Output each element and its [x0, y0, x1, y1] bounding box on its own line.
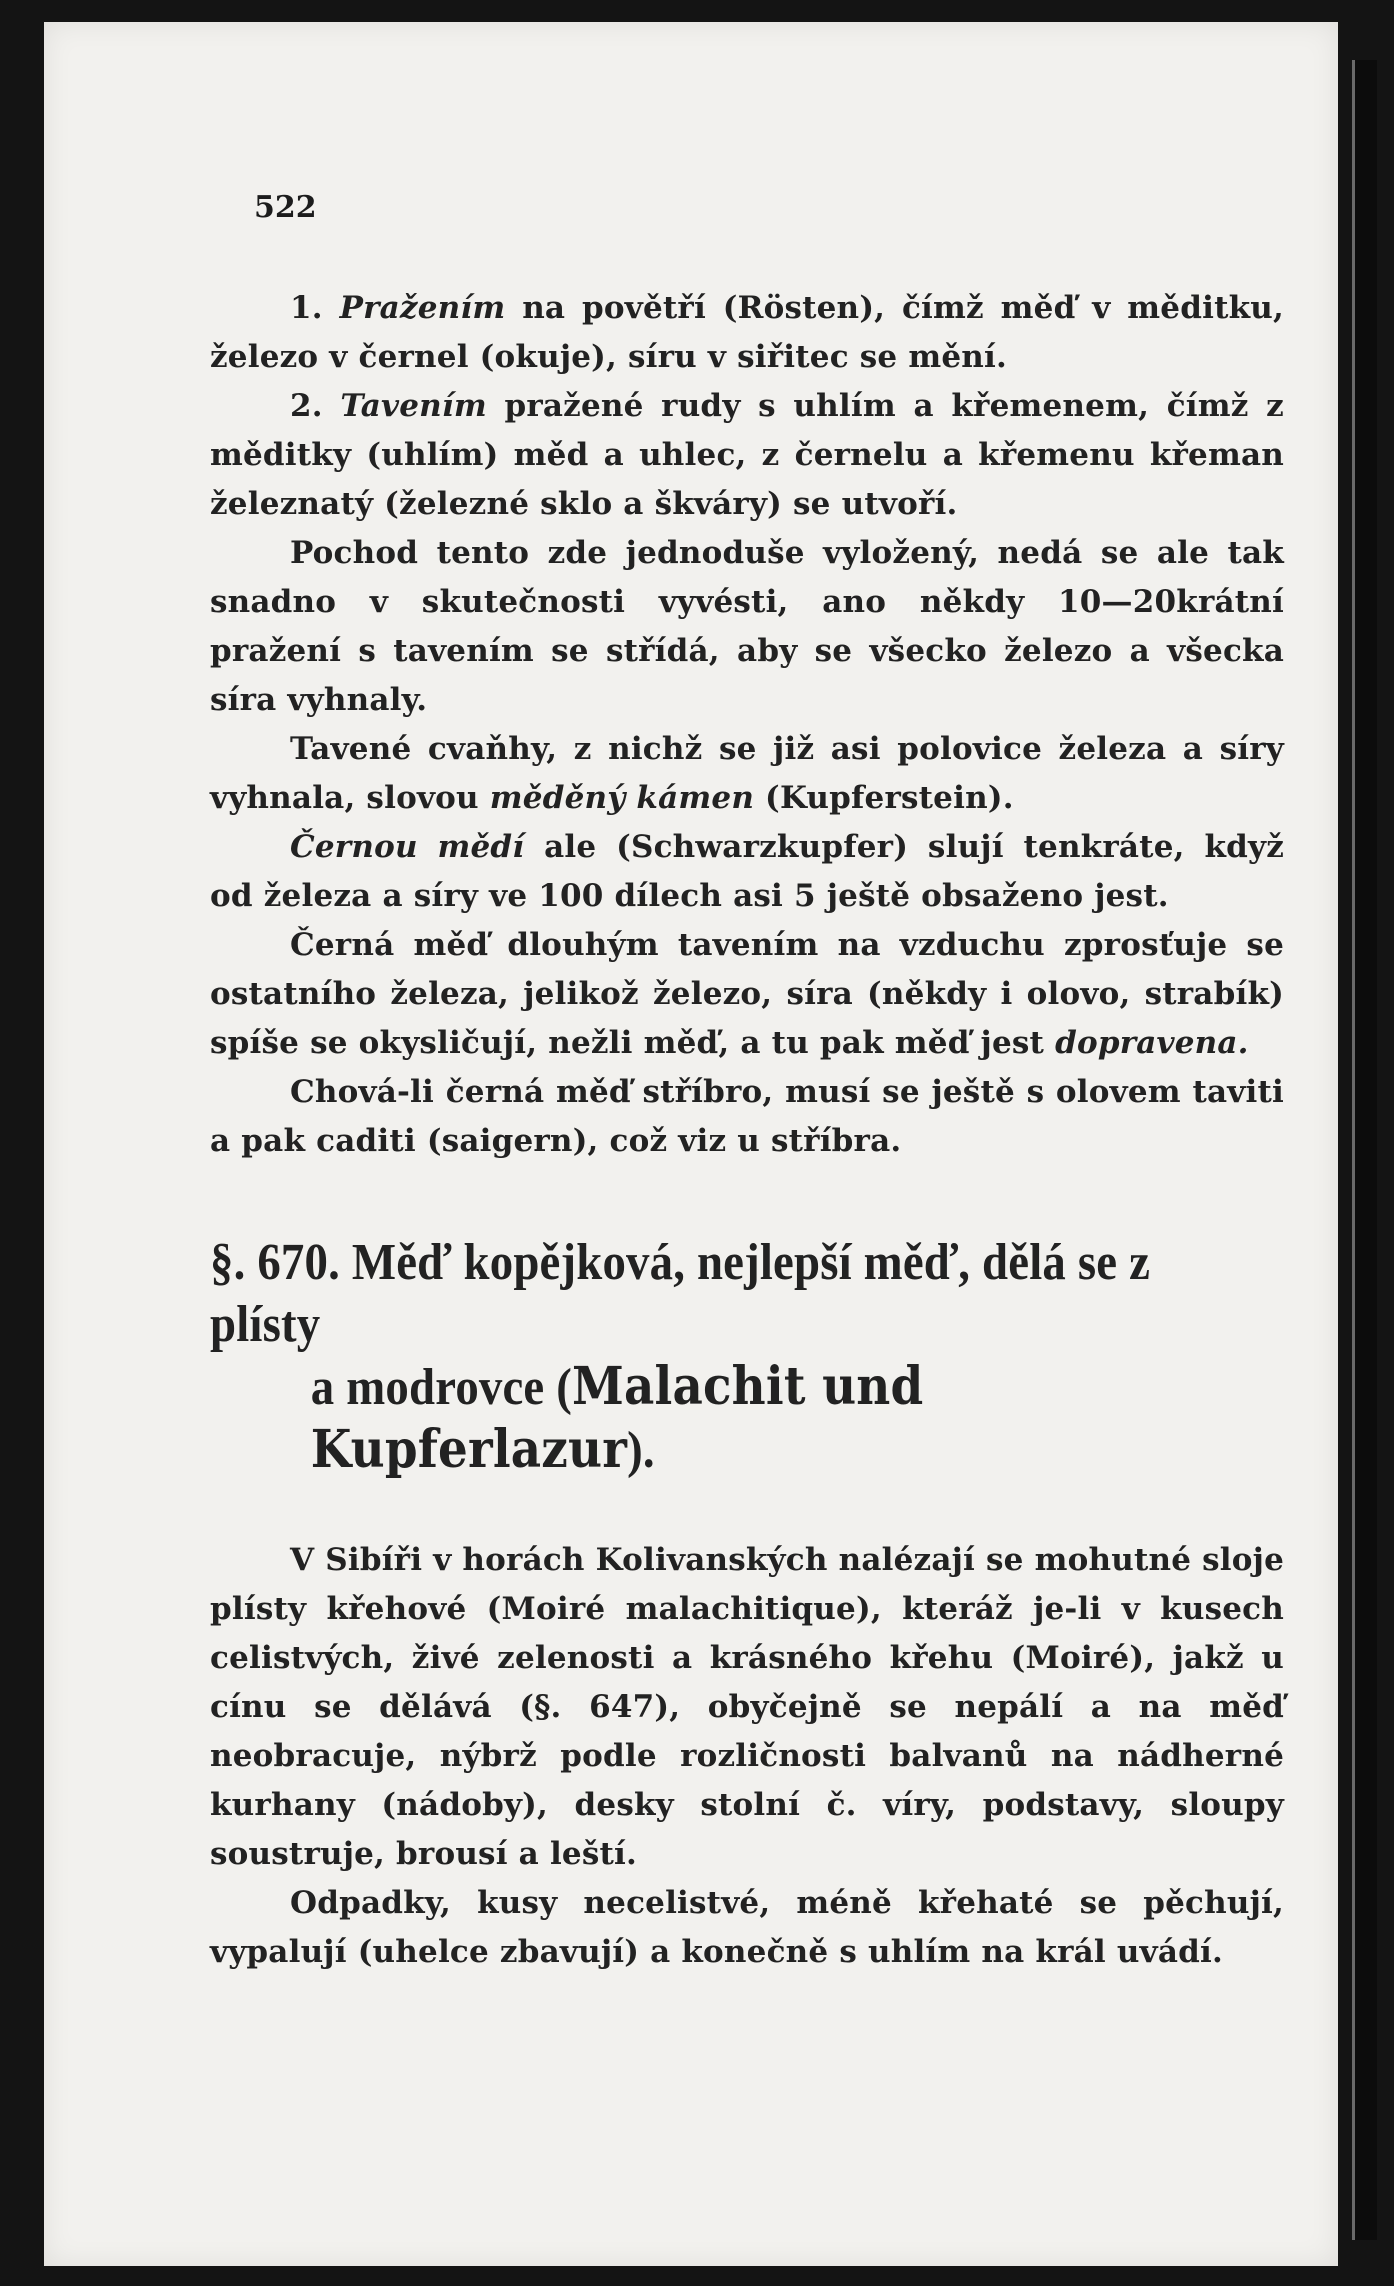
- page-number: 522: [254, 190, 317, 225]
- para4-text-a: Tavené cvaňhy, z nichž se již asi polovice železa a síry vyhnala, slovou: [210, 731, 1284, 816]
- para6-term: dopravena.: [1055, 1025, 1249, 1061]
- para7-text-b: ), což viz u stříbra.: [572, 1123, 902, 1159]
- para5-german: Schwarzkupfer: [631, 829, 894, 865]
- heading-line-2-a: a modrovce (: [310, 1359, 573, 1416]
- paragraph-siberia: V Sibíři v horách Kolivanských nalézají se mohutné sloje plísty křehové (Moiré malachitique), kteráž je-li v kusech celistvých, živé zelenosti a krásného křehu (Moiré), jakž u cínu se dělává (§. 647), obyčejně se nepálí a na měď neobracuje, nýbrž podle rozličnosti balvanů na nádherné kurhany (nádoby), desky stolní č. víry, podstavy, sloupy soustruje, brousí a leští.: [210, 1542, 1284, 1872]
- item-1-number: 1.: [290, 290, 323, 326]
- paragraph-silver: [210, 1068, 1284, 1166]
- para4-term: měděný kámen: [489, 780, 755, 816]
- heading-line-2-b: ).: [627, 1422, 655, 1479]
- paragraph-copper-matte: [210, 725, 1284, 823]
- item-1-text-a: na povětří (: [505, 290, 738, 326]
- item-1-text-b: ), čímž měď v měditku, železo v černel (okuje), síru v siřitec se mění.: [210, 290, 1284, 375]
- item-2-term: Tavením: [340, 388, 487, 424]
- item-1-term: Pražením: [339, 290, 506, 326]
- para4-text-b: (: [754, 780, 780, 816]
- section-heading: [210, 1232, 1272, 1482]
- para7-german: saigern: [441, 1123, 573, 1159]
- para6-text-a: Černá měď dlouhým tavením na vzduchu zprosťuje se ostatního železa, jelikož železo, síra (někdy i olovo, strabík) spíše se okysličují, nežli měď, a tu pak měď jest: [210, 927, 1284, 1061]
- para5-text-a: ale (: [524, 829, 632, 865]
- para5-term: Černou mědí: [290, 829, 525, 865]
- item-1-german: Rösten: [737, 290, 860, 326]
- paragraph-scraps: Odpadky, kusy necelistvé, méně křehaté se pěchují, vypalují (uhelce zbavují) a konečně s uhlím na král uvádí.: [210, 1885, 1284, 1970]
- heading-line-1: §. 670. Měď kopějková, nejlepší měď, dělá se z plísty: [210, 1234, 1151, 1353]
- page-text: [210, 184, 1284, 1977]
- paragraph-black-copper: [210, 823, 1284, 921]
- item-2-text: pražené rudy s uhlím a křemenem, čímž z měditky (uhlím) měd a uhlec, z černelu a křemenu křeman železnatý (železné sklo a škváry) se utvoří.: [210, 388, 1284, 522]
- heading-german: Malachit und Kupferlazur: [310, 1356, 924, 1480]
- paragraph-refining: [210, 921, 1284, 1068]
- paragraph-process: Pochod tento zde jednoduše vyložený, nedá se ale tak snadno v skutečnosti vyvésti, ano někdy 10—20krátní pražení s tavením se střídá, aby se všecko železo a všecka síra vyhnaly.: [210, 535, 1284, 718]
- para7-text-a: Chová-li černá měď stříbro, musí se ještě s olovem taviti a pak caditi (: [210, 1074, 1284, 1159]
- para4-text-c: ).: [987, 780, 1014, 816]
- paragraph-item-1: [210, 284, 1284, 382]
- adjacent-page-edge: [1352, 60, 1377, 2240]
- para5-text-b: ) slují tenkráte, když od železa a síry ve 100 dílech asi 5 ještě obsaženo jest.: [210, 829, 1285, 914]
- paragraph-item-2: [210, 382, 1284, 529]
- heading-line-2: [210, 1356, 1272, 1482]
- item-2-number: 2.: [290, 388, 323, 424]
- para4-german: Kupferstein: [779, 780, 988, 816]
